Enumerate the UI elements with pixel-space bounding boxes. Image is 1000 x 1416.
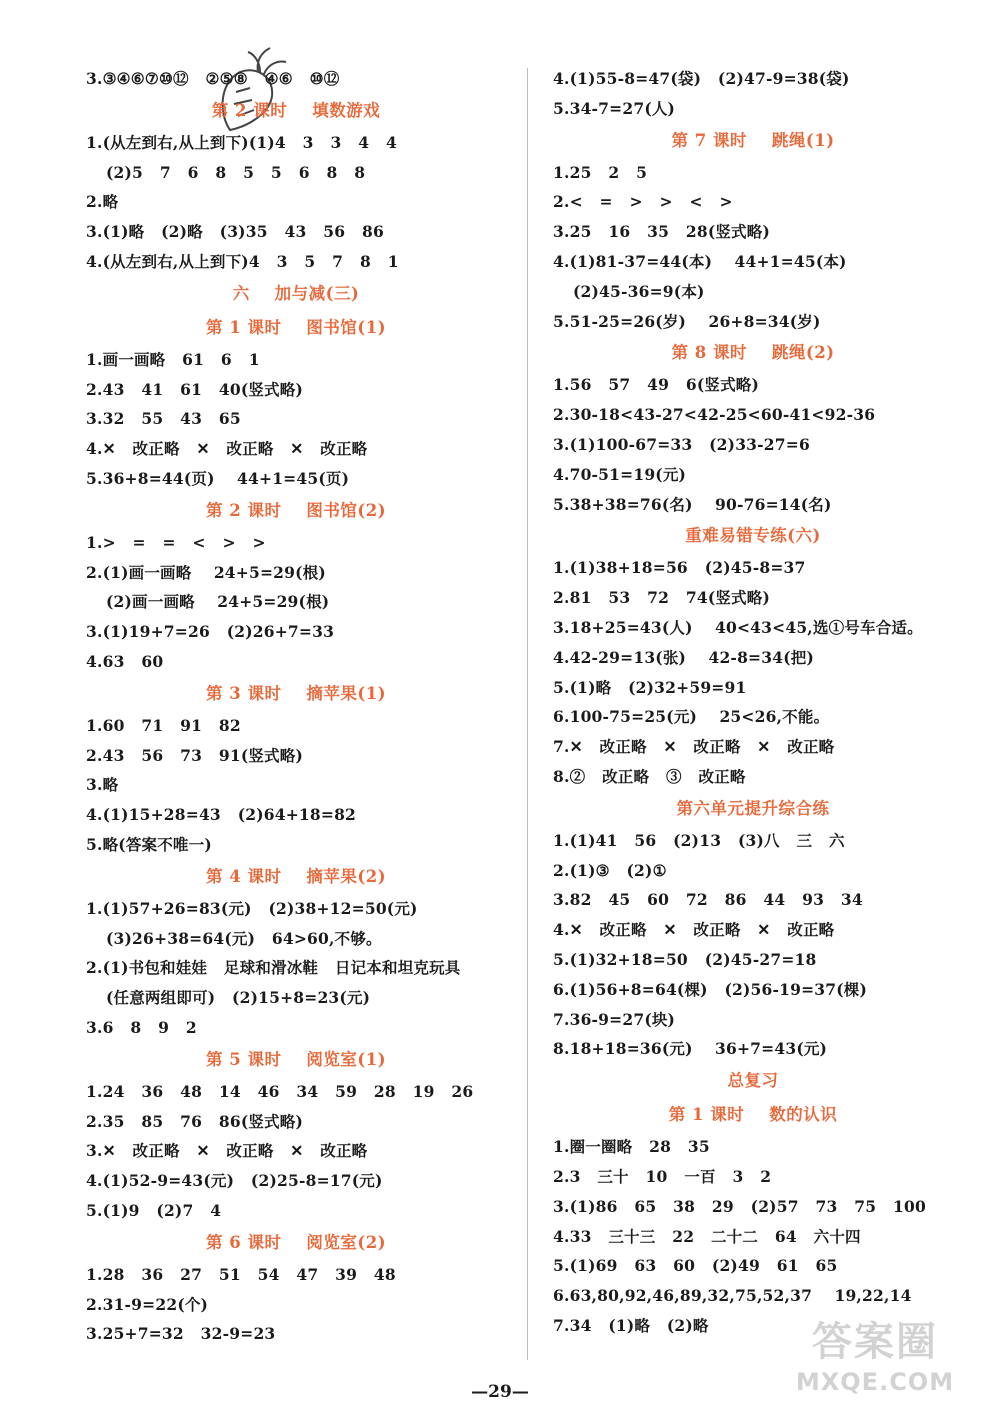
answer-line: (2)画一画略 24+5=29(根) bbox=[106, 592, 330, 612]
answer-line: 1.56 57 49 6(竖式略) bbox=[553, 375, 760, 395]
watermark-logo bbox=[790, 1318, 960, 1410]
answer-line: (3)26+38=64(元) 64>60,不够。 bbox=[106, 928, 382, 948]
answer-line: 5.34-7=27(人) bbox=[553, 98, 676, 118]
answer-line: 4.42-29=13(张) 42-8=34(把) bbox=[553, 647, 814, 667]
answer-line: 4.✕ 改正略 ✕ 改正略 ✕ 改正略 bbox=[86, 439, 368, 459]
section-heading: 第 2 课时 图书馆(2) bbox=[205, 500, 387, 520]
answer-line: (2)5 7 6 8 5 5 6 8 8 bbox=[106, 162, 366, 182]
answer-line: 6.100-75=25(元) 25<26,不能。 bbox=[553, 707, 830, 727]
section-heading: 总复习 bbox=[727, 1071, 779, 1091]
section-heading: 第 8 课时 跳绳(2) bbox=[671, 343, 835, 363]
answer-line: 1.(1)38+18=56 (2)45-8=37 bbox=[553, 558, 806, 578]
answer-line: 5.(1)略 (2)32+59=91 bbox=[553, 677, 747, 697]
answer-line: 4.(1)15+28=43 (2)64+18=82 bbox=[86, 805, 357, 825]
answer-line: 5.(1)69 63 60 (2)49 61 65 bbox=[553, 1256, 838, 1276]
section-heading: 第 1 课时 数的认识 bbox=[668, 1105, 838, 1125]
answer-line: 4.70-51=19(元) bbox=[553, 464, 687, 484]
section-heading: 第 5 课时 阅览室(1) bbox=[205, 1049, 387, 1069]
section-heading: 重难易错专练(六) bbox=[685, 526, 821, 546]
section-heading: 第 2 课时 填数游戏 bbox=[211, 100, 381, 120]
answer-line: 3.(1)100-67=33 (2)33-27=6 bbox=[553, 434, 810, 454]
answer-line: 1.(1)41 56 (2)13 (3)八 三 六 bbox=[553, 830, 845, 850]
page-number: —29— bbox=[471, 1382, 529, 1402]
answer-line: 4.(从左到右,从上到下)4 3 5 7 8 1 bbox=[86, 251, 399, 271]
answer-line: 3.(1)19+7=26 (2)26+7=33 bbox=[86, 622, 335, 642]
answer-line: 4.(1)52-9=43(元) (2)25-8=17(元) bbox=[86, 1171, 383, 1191]
answer-line: 3.③④⑥⑦⑩⑫ ②⑤⑧ ④⑥ ⑩⑫ bbox=[86, 69, 340, 88]
answer-line: 2.43 56 73 91(竖式略) bbox=[86, 745, 303, 765]
answer-line: 2.30-18<43-27<42-25<60-41<92-36 bbox=[553, 405, 876, 425]
answer-line: 3.(1)86 65 38 29 (2)57 73 75 100 bbox=[553, 1196, 926, 1216]
answer-line: 1.画一画略 61 6 1 bbox=[86, 349, 260, 369]
answer-line: 3.82 45 60 72 86 44 93 34 bbox=[553, 890, 863, 910]
answer-line: 3.✕ 改正略 ✕ 改正略 ✕ 改正略 bbox=[86, 1141, 368, 1161]
answer-line: 5.略(答案不唯一) bbox=[86, 834, 212, 854]
section-heading: 第 1 课时 图书馆(1) bbox=[205, 317, 387, 337]
answer-line: 2.3 三十 10 一百 3 2 bbox=[553, 1166, 772, 1186]
answer-line: 3.32 55 43 65 bbox=[86, 409, 241, 429]
answer-line: 6.63,80,92,46,89,32,75,52,37 19,22,14 bbox=[553, 1286, 912, 1306]
answer-line: 1.25 2 5 bbox=[553, 162, 648, 182]
answer-line: 6.(1)56+8=64(棵) (2)56-19=37(棵) bbox=[553, 979, 868, 999]
section-heading: 第 3 课时 摘苹果(1) bbox=[205, 683, 387, 703]
answer-line: 2.43 41 61 40(竖式略) bbox=[86, 379, 303, 399]
answer-line: 2.< = > > < > bbox=[553, 192, 733, 212]
answer-line: 1.> = = < > > bbox=[86, 532, 266, 552]
answer-line: 2.(1)画一画略 24+5=29(根) bbox=[86, 562, 326, 582]
answer-line: 1.(1)57+26=83(元) (2)38+12=50(元) bbox=[86, 898, 418, 918]
answer-line: 5.36+8=44(页) 44+1=45(页) bbox=[86, 468, 350, 488]
answer-line: (任意两组即可) (2)15+8=23(元) bbox=[106, 988, 371, 1008]
answer-line: 4.✕ 改正略 ✕ 改正略 ✕ 改正略 bbox=[553, 920, 835, 940]
answer-line: 3.(1)略 (2)略 (3)35 43 56 86 bbox=[86, 222, 384, 242]
answer-line: 4.(1)55-8=47(袋) (2)47-9=38(袋) bbox=[553, 69, 850, 88]
answer-line: 3.25 16 35 28(竖式略) bbox=[553, 222, 770, 242]
watermark-top: 答案圈 bbox=[812, 1319, 938, 1365]
answer-line: 7.36-9=27(块) bbox=[553, 1009, 676, 1029]
answer-line: 1.24 36 48 14 46 34 59 28 19 26 bbox=[86, 1081, 474, 1101]
column-divider bbox=[527, 68, 528, 1360]
answer-line: 2.31-9=22(个) bbox=[86, 1294, 209, 1314]
answer-line: 4.63 60 bbox=[86, 651, 164, 671]
answer-line: 5.38+38=76(名) 90-76=14(名) bbox=[553, 494, 832, 514]
answer-line: 2.35 85 76 86(竖式略) bbox=[86, 1111, 303, 1131]
section-heading: 第 7 课时 跳绳(1) bbox=[671, 130, 835, 150]
answer-line: 1.圈一圈略 28 35 bbox=[553, 1137, 710, 1157]
answer-line: 8.② 改正略 ③ 改正略 bbox=[553, 766, 746, 786]
right-column bbox=[553, 64, 953, 1341]
answer-line: 5.(1)9 (2)7 4 bbox=[86, 1200, 222, 1220]
answer-line: 7.✕ 改正略 ✕ 改正略 ✕ 改正略 bbox=[553, 737, 835, 757]
answer-line: 2.(1)③ (2)① bbox=[553, 860, 667, 880]
section-heading: 第 6 课时 阅览室(2) bbox=[205, 1232, 387, 1252]
left-column bbox=[86, 64, 506, 1349]
answer-line: 3.18+25=43(人) 40<43<45,选①号车合适。 bbox=[553, 617, 923, 637]
answer-line: (2)45-36=9(本) bbox=[573, 281, 705, 301]
answer-line: 5.(1)32+18=50 (2)45-27=18 bbox=[553, 949, 817, 969]
answer-line: 4.33 三十三 22 二十二 64 六十四 bbox=[553, 1226, 861, 1246]
section-heading: 第六单元提升综合练 bbox=[676, 798, 830, 818]
answer-line: 8.18+18=36(元) 36+7=43(元) bbox=[553, 1039, 828, 1059]
answer-line: 3.略 bbox=[86, 775, 119, 795]
answer-line: 5.51-25=26(岁) 26+8=34(岁) bbox=[553, 311, 821, 331]
answer-line: 3.25+7=32 32-9=23 bbox=[86, 1324, 276, 1344]
watermark-bottom: MXQE.COM bbox=[795, 1368, 955, 1396]
answer-line: 2.(1)书包和娃娃 足球和滑冰鞋 日记本和坦克玩具 bbox=[86, 958, 461, 978]
answer-line: 3.6 8 9 2 bbox=[86, 1017, 197, 1037]
answer-line: 7.34 (1)略 (2)略 bbox=[553, 1315, 709, 1335]
answer-line: 1.60 71 91 82 bbox=[86, 715, 241, 735]
section-heading: 第 4 课时 摘苹果(2) bbox=[205, 866, 387, 886]
answer-line: 2.略 bbox=[86, 192, 119, 212]
answer-line: 1.(从左到右,从上到下)(1)4 3 3 4 4 bbox=[86, 132, 397, 152]
answer-line: 4.(1)81-37=44(本) 44+1=45(本) bbox=[553, 251, 847, 271]
answer-line: 2.81 53 72 74(竖式略) bbox=[553, 588, 770, 608]
section-heading: 六 加与减(三) bbox=[232, 283, 360, 303]
answer-line: 1.28 36 27 51 54 47 39 48 bbox=[86, 1264, 396, 1284]
